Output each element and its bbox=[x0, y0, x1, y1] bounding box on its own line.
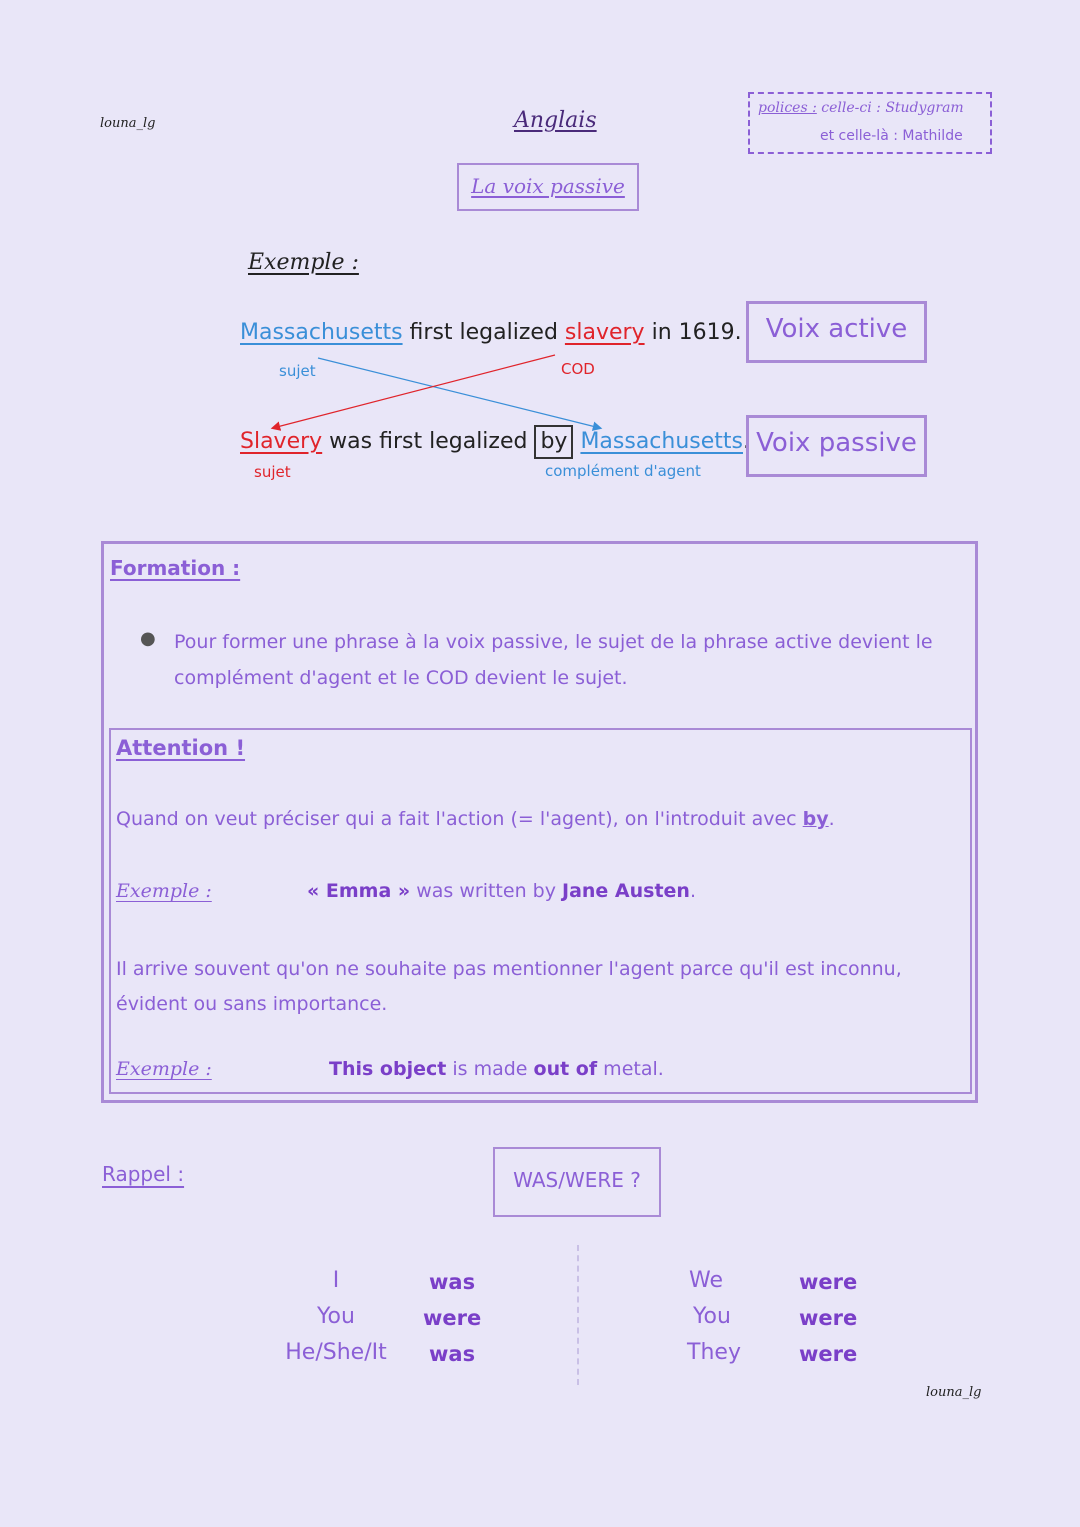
example1-title: Emma bbox=[325, 880, 392, 902]
example1-end: . bbox=[689, 880, 696, 902]
active-sentence bbox=[240, 320, 742, 345]
example2-end: metal. bbox=[597, 1058, 664, 1080]
attention-rule bbox=[116, 808, 835, 830]
pronoun-they: They bbox=[687, 1340, 741, 1365]
pronoun-you-singular: You bbox=[317, 1304, 355, 1329]
verb-we: were bbox=[799, 1270, 858, 1294]
example1-sentence bbox=[307, 880, 696, 902]
example1-author: Jane Austen bbox=[562, 880, 690, 902]
label-passive-subject: sujet bbox=[254, 463, 291, 481]
attention-note: Il arrive souvent qu'on ne souhaite pas mentionner l'agent parce qu'il est inconnu, évident ou sans importance. bbox=[116, 958, 902, 1015]
pronoun-i: I bbox=[332, 1268, 340, 1293]
example2-label: Exemple : bbox=[116, 1058, 212, 1080]
voice-active-box bbox=[746, 301, 927, 363]
voice-active-label: Voix active bbox=[765, 314, 908, 344]
pronoun-he-she-it: He/She/It bbox=[285, 1340, 387, 1365]
verb-you-singular: were bbox=[423, 1306, 482, 1330]
passive-by-box: by bbox=[534, 425, 573, 459]
passive-end: . bbox=[743, 429, 750, 454]
passive-subject: Slavery bbox=[240, 429, 323, 454]
was-were-box bbox=[493, 1147, 661, 1217]
example2-out-of: out of bbox=[533, 1058, 598, 1080]
example2-subject: This object bbox=[329, 1058, 447, 1080]
fonts-note-line2: et celle-là : Mathilde bbox=[820, 128, 963, 144]
example1-quote-open: « bbox=[307, 880, 326, 902]
pronoun-you-plural: You bbox=[693, 1304, 731, 1329]
label-active-subject: sujet bbox=[279, 362, 316, 380]
passive-verb-phrase: was first legalized bbox=[322, 429, 535, 454]
active-verb-phrase: first legalized bbox=[402, 320, 565, 345]
example1-quote-close: » bbox=[391, 880, 411, 902]
active-subject: Massachusetts bbox=[240, 320, 403, 345]
lesson-title: La voix passive bbox=[471, 174, 625, 198]
example1-label: Exemple : bbox=[116, 880, 212, 902]
subject-title: Anglais bbox=[514, 108, 597, 133]
rappel-label: Rappel : bbox=[102, 1162, 185, 1186]
example-heading: Exemple : bbox=[248, 250, 359, 275]
author-signature-bottom: louna_lg bbox=[926, 1385, 982, 1400]
active-end: in 1619. bbox=[644, 320, 742, 345]
fonts-note-first-font: celle-ci : Studygram bbox=[821, 100, 964, 116]
passive-agent: Massachusetts bbox=[580, 429, 743, 454]
voice-passive-label: Voix passive bbox=[756, 428, 917, 458]
attention-rule-end: . bbox=[828, 808, 835, 830]
author-signature: louna_lg bbox=[100, 116, 156, 131]
active-object: slavery bbox=[564, 320, 645, 345]
formation-heading: Formation : bbox=[110, 556, 241, 580]
verb-i: was bbox=[429, 1270, 476, 1294]
example2-verb: is made bbox=[446, 1058, 534, 1080]
passive-sentence bbox=[240, 425, 750, 459]
fonts-note-label: polices : bbox=[758, 100, 817, 116]
formation-box bbox=[101, 541, 978, 1103]
formation-rule: Pour former une phrase à la voix passive, le sujet de la phrase active devient le complément d'agent et le COD devient le sujet. bbox=[174, 631, 933, 689]
verb-you-plural: were bbox=[799, 1306, 858, 1330]
voice-passive-box bbox=[746, 415, 927, 477]
pronoun-we: We bbox=[689, 1268, 723, 1293]
attention-box bbox=[109, 728, 972, 1094]
attention-rule-text: Quand on veut préciser qui a fait l'action (= l'agent), on l'introduit avec bbox=[116, 808, 803, 830]
label-complement-agent: complément d'agent bbox=[545, 462, 701, 480]
example2-sentence bbox=[329, 1058, 664, 1080]
arrow-subject-to-agent bbox=[318, 358, 600, 428]
label-cod: COD bbox=[561, 360, 595, 378]
verb-they: were bbox=[799, 1342, 858, 1366]
bullet-icon: ● bbox=[140, 628, 156, 649]
was-were-title: WAS/WERE ? bbox=[513, 1168, 641, 1192]
attention-heading: Attention ! bbox=[116, 736, 246, 760]
attention-rule-by: by bbox=[802, 808, 829, 830]
example1-mid: was written by bbox=[410, 880, 562, 902]
verb-he-she-it: was bbox=[429, 1342, 476, 1366]
column-divider bbox=[577, 1245, 579, 1385]
